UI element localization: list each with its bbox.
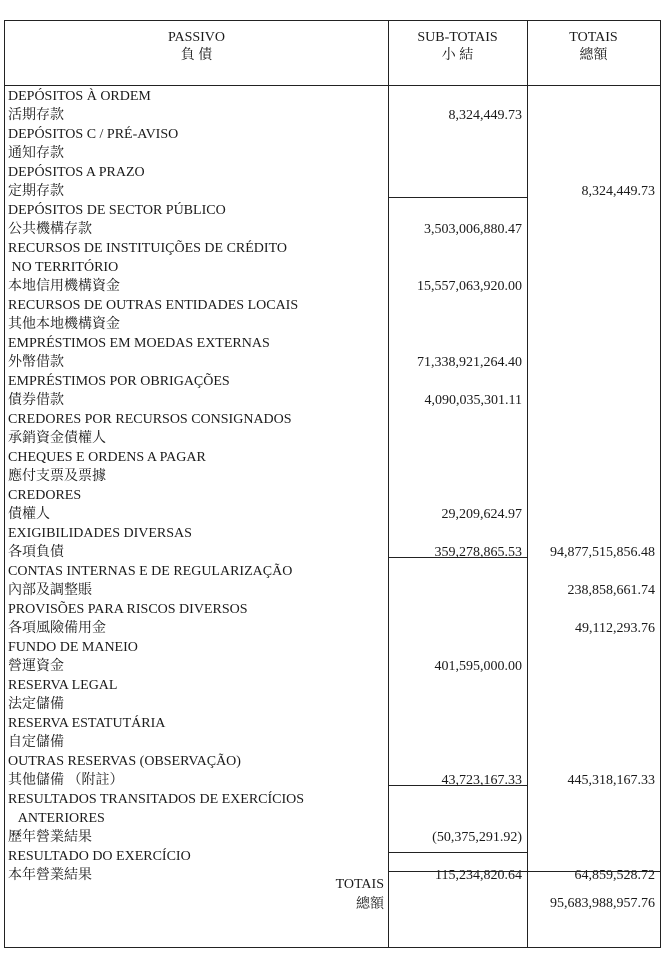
table-row <box>5 391 660 410</box>
row-subtotal: 8,324,449.73 <box>448 108 522 123</box>
table-row <box>5 828 660 847</box>
row-label: RESULTADO DO EXERCÍCIO <box>8 849 191 864</box>
subtotal-rule <box>388 557 527 558</box>
table-row <box>5 87 660 106</box>
subtotal-rule <box>388 785 527 786</box>
balance-sheet-table <box>4 20 661 948</box>
table-row <box>5 125 660 144</box>
table-row <box>5 201 660 220</box>
row-subtotal: 71,338,921,264.40 <box>417 355 522 370</box>
table-row <box>5 505 660 524</box>
row-label: CONTAS INTERNAS E DE REGULARIZAÇÃO <box>8 564 293 579</box>
row-label: 定期存款 <box>8 184 64 199</box>
table-row <box>5 220 660 239</box>
row-label: DEPÓSITOS C / PRÉ-AVISO <box>8 127 179 142</box>
table-row <box>5 277 660 296</box>
row-label: 營運資金 <box>8 659 64 674</box>
row-label: RESULTADOS TRANSITADOS DE EXERCÍCIOS <box>8 792 305 807</box>
row-label: 自定儲備 <box>8 735 64 750</box>
table-row <box>5 600 660 619</box>
table-row <box>5 676 660 695</box>
table-row <box>5 562 660 581</box>
total-rule <box>527 871 660 872</box>
table-row <box>5 657 660 676</box>
table-row <box>5 315 660 334</box>
table-row <box>5 581 660 600</box>
table-row <box>5 714 660 733</box>
table-row <box>5 524 660 543</box>
row-total: 445,318,167.33 <box>567 773 655 788</box>
table-row <box>5 467 660 486</box>
subtotal-rule <box>388 871 527 872</box>
row-label: 各項負債 <box>8 545 64 560</box>
table-row <box>5 752 660 771</box>
row-total: 238,858,661.74 <box>567 583 655 598</box>
table-row <box>5 809 660 828</box>
table-row <box>5 353 660 372</box>
row-total: 64,859,528.72 <box>574 868 655 883</box>
row-label: EMPRÉSTIMOS POR OBRIGAÇÕES <box>8 374 230 389</box>
row-label: RESERVA ESTATUTÁRIA <box>8 716 166 731</box>
table-row <box>5 334 660 353</box>
header-divider <box>5 85 660 86</box>
table-row <box>5 296 660 315</box>
row-label: 承銷資金債權人 <box>8 431 106 446</box>
row-label: CHEQUES E ORDENS A PAGAR <box>8 450 206 465</box>
row-total: 49,112,293.76 <box>575 621 655 636</box>
row-label: 公共機構存款 <box>8 222 92 237</box>
table-row <box>5 543 660 562</box>
row-label: RECURSOS DE INSTITUIÇÕES DE CRÉDITO <box>8 241 287 256</box>
row-label: 本年營業結果 <box>8 868 92 883</box>
table-row <box>5 372 660 391</box>
row-subtotal: 29,209,624.97 <box>441 507 522 522</box>
row-label: 其他儲備 （附註） <box>8 773 124 788</box>
row-label: ANTERIORES <box>8 811 105 826</box>
table-row <box>5 163 660 182</box>
table-row <box>5 429 660 448</box>
row-label: FUNDO DE MANEIO <box>8 640 138 655</box>
row-label: CREDORES <box>8 488 82 503</box>
row-label: 債權人 <box>8 507 50 522</box>
table-row <box>5 619 660 638</box>
row-label: 其他本地機構資金 <box>8 317 120 332</box>
table-row <box>5 448 660 467</box>
header-subtotais <box>388 29 527 65</box>
row-label: DEPÓSITOS DE SECTOR PÚBLICO <box>8 203 226 218</box>
row-subtotal: (50,375,291.92) <box>432 830 522 845</box>
table-row <box>5 771 660 790</box>
row-subtotal: 4,090,035,301.11 <box>424 393 522 408</box>
row-subtotal: 115,234,820.64 <box>435 868 522 883</box>
header-totais-zh: 總額 <box>579 48 608 63</box>
table-row <box>5 638 660 657</box>
row-label: 通知存款 <box>8 146 64 161</box>
row-label: EMPRÉSTIMOS EM MOEDAS EXTERNAS <box>8 336 270 351</box>
subtotal-rule <box>388 197 527 198</box>
row-label: 債券借款 <box>8 393 64 408</box>
totals-label-pt: TOTAIS <box>335 877 384 892</box>
row-label: 外幣借款 <box>8 355 64 370</box>
header-passivo-zh: 負 債 <box>180 48 213 63</box>
table-row <box>5 733 660 752</box>
row-label: OUTRAS RESERVAS (OBSERVAÇÃO) <box>8 754 241 769</box>
row-label: CREDORES POR RECURSOS CONSIGNADOS <box>8 412 292 427</box>
table-row <box>5 847 660 866</box>
row-label: RESERVA LEGAL <box>8 678 118 693</box>
row-subtotal: 401,595,000.00 <box>434 659 522 674</box>
row-label: EXIGIBILIDADES DIVERSAS <box>8 526 192 541</box>
header-subtotais-zh: 小 結 <box>441 48 474 63</box>
row-subtotal: 359,278,865.53 <box>434 545 522 560</box>
subtotal-rule <box>388 852 527 853</box>
table-row <box>5 258 660 277</box>
table-row <box>5 106 660 125</box>
table-row <box>5 695 660 714</box>
header-totais <box>527 29 660 65</box>
header-passivo <box>5 29 388 65</box>
row-label: NO TERRITÓRIO <box>8 260 119 275</box>
row-label: 活期存款 <box>8 108 64 123</box>
totals-label-zh: 總額 <box>356 897 384 912</box>
grand-total-value: 95,683,988,957.76 <box>550 896 655 911</box>
table-row <box>5 790 660 809</box>
row-label: 法定儲備 <box>8 697 64 712</box>
row-subtotal: 15,557,063,920.00 <box>417 279 522 294</box>
header-subtotais-pt: SUB-TOTAIS <box>417 30 498 45</box>
header-totais-pt: TOTAIS <box>569 30 618 45</box>
row-label: 應付支票及票據 <box>8 469 106 484</box>
table-row <box>5 239 660 258</box>
table-row <box>5 144 660 163</box>
row-label: DEPÓSITOS À ORDEM <box>8 89 151 104</box>
row-subtotal: 43,723,167.33 <box>441 773 522 788</box>
header-passivo-pt: PASSIVO <box>167 30 226 45</box>
row-label: DEPÓSITOS A PRAZO <box>8 165 145 180</box>
row-label: PROVISÕES PARA RISCOS DIVERSOS <box>8 602 248 617</box>
table-row <box>5 486 660 505</box>
row-label: 各項風險備用金 <box>8 621 106 636</box>
row-total: 94,877,515,856.48 <box>550 545 655 560</box>
row-label: 本地信用機構資金 <box>8 279 120 294</box>
row-total: 8,324,449.73 <box>581 184 655 199</box>
row-label: 歷年營業結果 <box>8 830 92 845</box>
table-row <box>5 182 660 201</box>
row-label: 內部及調整賬 <box>8 583 92 598</box>
row-subtotal: 3,503,006,880.47 <box>424 222 522 237</box>
table-row <box>5 410 660 429</box>
row-label: RECURSOS DE OUTRAS ENTIDADES LOCAIS <box>8 298 299 313</box>
